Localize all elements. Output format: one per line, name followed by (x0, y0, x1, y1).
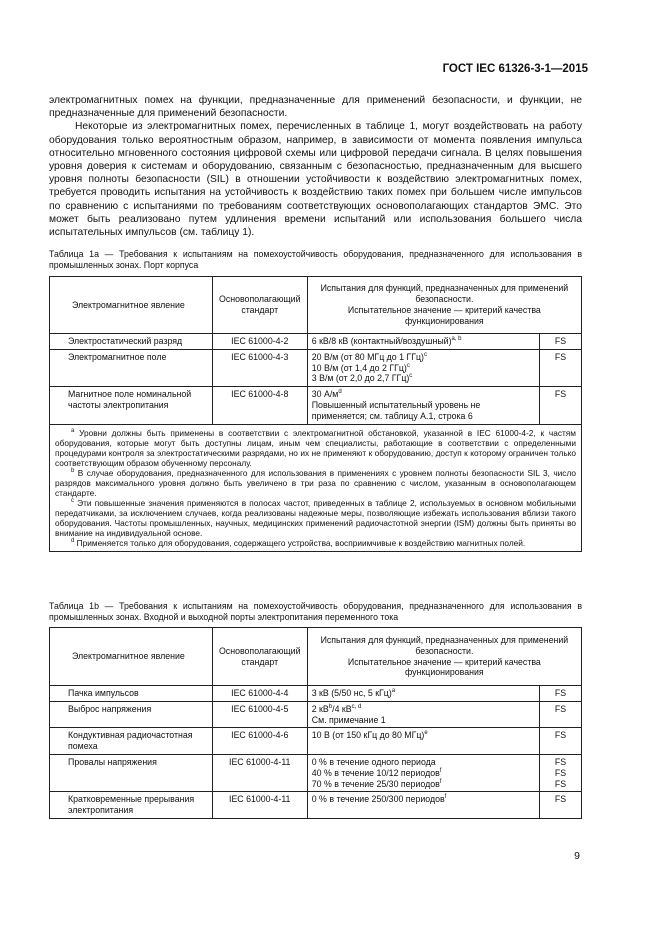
paragraph-1: электромагнитных помех на функции, предназначенные для применений безопасности, и функции, не предназначенные для применений безопасности. (49, 95, 582, 120)
table-1b-header-row (50, 628, 582, 686)
note-mark: b (71, 467, 75, 474)
cell-criterion: FS (540, 349, 582, 386)
value-line (312, 779, 535, 790)
value-text: 10 В (от 150 кГц до 80 МГц) (311, 730, 425, 741)
value-line (312, 373, 535, 384)
footnote-ref: f (444, 794, 447, 801)
page-number: 9 (574, 850, 580, 862)
footnote-ref: c, d (351, 703, 362, 710)
table-notes-row (50, 424, 582, 551)
footnote-ref: c (423, 351, 427, 358)
footnote-ref: d (338, 389, 342, 396)
header-tests-b: Испытательное значение — критерий качества функционирования (347, 305, 541, 326)
table-1a (49, 276, 582, 552)
note-text: Уровни должны быть применены в соответствии с электромагнитной обстановкой, указанной в IEC 61000-4-2, к частям оборудования, которые могут быть доступны лицам, иным чем специалисты, работающие в соответствии с определенными процедурами контроля за электростатическими разрядами, но их не применяют к оборудованию, доступ к которому ограничен только соответствующим образом обученному персоналу. (55, 427, 576, 468)
value-line: См. примечание 1 (311, 714, 386, 725)
value-line: 0 % в течение одного периода (311, 756, 436, 767)
value-line: Повышенный испытательный уровень не применяется; см. таблицу А.1, строка 6 (311, 399, 481, 421)
value-line: 6 кВ/8 кВ (контактный/воздушный) (311, 336, 452, 346)
note-mark: c (71, 497, 74, 504)
criterion-line: FS (554, 756, 567, 767)
cell-criterion: FS (540, 728, 582, 755)
value-text: 3 В/м (от 2,0 до 2,7 ГГц) (311, 373, 410, 384)
cell-phenomenon: Провалы напряжения (50, 754, 213, 791)
header-phenomenon: Электромагнитное явление (50, 628, 213, 686)
header-tests-b: Испытательное значение — критерий качества функционирования (347, 656, 541, 678)
cell-phenomenon: Кондуктивная радиочастотная помеха (50, 728, 213, 755)
cell-phenomenon: Кратковременные прерывания электропитания (50, 792, 213, 819)
criterion-line: FS (554, 767, 567, 778)
value-line (312, 704, 535, 715)
table-row (50, 387, 582, 424)
footnote-ref: f (439, 778, 442, 785)
value-line (312, 352, 535, 363)
cell-standard: IEC 61000-4-11 (212, 754, 307, 791)
cell-standard: IEC 61000-4-5 (212, 701, 307, 728)
value-line (312, 363, 535, 374)
cell-criterion: FS (540, 686, 582, 702)
cell-criterion: FS (540, 792, 582, 819)
cell-criterion: FS (540, 387, 582, 424)
value-text: 20 В/м (от 80 МГц до 1 ГГц) (311, 351, 424, 362)
body-text (49, 94, 582, 239)
cell-standard: IEC 61000-4-4 (212, 686, 307, 702)
footnote-ref: a, b (451, 336, 462, 343)
cell-phenomenon: Магнитное поле номинальной частоты электропитания (50, 387, 213, 424)
table-row (50, 754, 582, 791)
footnote-ref: f (439, 767, 442, 774)
table-row (50, 701, 582, 728)
value-text: 10 В/м (от 1,4 до 2 ГГц) (311, 362, 407, 373)
header-standard: Основополагающий стандарт (212, 628, 307, 686)
cell-phenomenon: Электромагнитное поле (50, 349, 213, 386)
cell-phenomenon: Пачка импульсов (50, 686, 213, 702)
header-tests (307, 277, 581, 334)
note-text: Применяется только для оборудования, содержащего устройства, восприимчивые к воздействию магнитных полей. (76, 537, 526, 548)
cell-value (307, 754, 539, 791)
header-phenomenon: Электромагнитное явление (50, 277, 213, 334)
table-row (50, 349, 582, 386)
cell-standard: IEC 61000-4-3 (212, 349, 307, 386)
value-text: 2 кВ (311, 703, 329, 714)
value-text: 70 % в течение 25/30 периодов (311, 778, 440, 789)
footnote-ref: c (409, 373, 413, 380)
cell-value (307, 792, 539, 819)
header-standard: Основополагающий стандарт (212, 277, 307, 334)
cell-value (307, 334, 539, 350)
note-d (55, 538, 576, 548)
note-mark: a (71, 427, 75, 434)
cell-standard: IEC 61000-4-11 (212, 792, 307, 819)
note-text: В случае оборудования, предназначенного для использования в применениях с уровнем полноты безопасности SIL 3, число разрядов максимального уровня должно быть увеличено в три раза по сравнению с числом, указанным в основополагающем стандарте. (55, 467, 576, 498)
cell-criterion: FS (540, 334, 582, 350)
cell-value (307, 387, 539, 424)
cell-value (307, 349, 539, 386)
header-tests (307, 628, 581, 686)
table-row (50, 334, 582, 350)
note-mark: d (71, 537, 75, 544)
footnote-ref: c (406, 362, 410, 369)
value-text: 3 кВ (5/50 нс, 5 кГц) (311, 688, 392, 698)
footnote-ref: b (328, 703, 333, 710)
cell-phenomenon: Выброс напряжения (50, 701, 213, 728)
cell-value (307, 701, 539, 728)
header-tests-a: Испытания для функций, предназначенных для применений безопасности. (320, 634, 569, 656)
value-line (312, 389, 535, 400)
table-row (50, 728, 582, 755)
table-1a-header-row (50, 277, 582, 334)
table-1b (49, 627, 582, 819)
note-c (55, 498, 576, 538)
value-text: 40 % в течение 10/12 периодов (311, 767, 440, 778)
cell-phenomenon: Электростатический разряд (50, 334, 213, 350)
table-notes (50, 424, 582, 551)
value-text: /4 кВ (332, 703, 352, 714)
cell-standard: IEC 61000-4-2 (212, 334, 307, 350)
header-tests-a: Испытания для функций, предназначенных для применений безопасности. (320, 283, 569, 305)
footnote-ref: a (391, 688, 396, 695)
note-a (55, 428, 576, 468)
cell-standard: IEC 61000-4-8 (212, 387, 307, 424)
paragraph-2: Некоторые из электромагнитных помех, перечисленных в таблице 1, могут воздействовать на работу оборудования только вероятностным образом, например, в зависимости от момента появления импульса относительно мгновенного состояния цифровой схемы или цифровой передачи сигнала. В целях повышения уровня доверия к системам и оборудованию, связанным с безопасностью, предназначенным для высшего уровня полноты безопасности (SIL) в отношении устойчивости к воздействию электромагнитных помех, требуется проводить испытания на устойчивость к воздействию таких помех при большем числе импульсов по сравнению с испытаниями по требованиям соответствующих основополагающих стандартов ЭМС. Это может быть реализовано путем удлинения времени испытаний или использования большего числа испытательных импульсов (см. таблицу 1). (49, 121, 582, 239)
footnote-ref: e (424, 730, 428, 737)
value-text: 0 % в течение 250/300 периодов (311, 794, 445, 805)
cell-criterion: FS (540, 701, 582, 728)
note-text: Эти повышенные значения применяются в полосах частот, приведенных в таблице 2, используемых в основном мобильными передатчиками, за исключением случаев, когда реализованы надежные меры, позволяющие избежать использования вблизи такого оборудования. Частоты промышленных, научных, медицинских применений радиочастотной энергии (ISM) должны быть приняты во внимание на индивидуальной основе. (55, 497, 577, 538)
table-1a-caption: Таблица 1a — Требования к испытаниям на помехоустойчивость оборудования, предназначенного для использования в промышленных зонах. Порт корпуса (49, 249, 582, 270)
cell-criterion (540, 754, 582, 791)
table-1b-caption: Таблица 1b — Требования к испытаниям на помехоустойчивость оборудования, предназначенного для использования в промышленных зонах. Входной и выходной порты электропитания переменного тока (49, 601, 582, 622)
value-text: 30 А/м (311, 389, 339, 400)
value-line (312, 768, 535, 779)
criterion-line: FS (554, 778, 567, 789)
cell-value (307, 686, 539, 702)
note-b (55, 468, 576, 498)
document-code: ГОСТ IEC 61326-3-1—2015 (442, 63, 588, 75)
cell-standard: IEC 61000-4-6 (212, 728, 307, 755)
table-row (50, 686, 582, 702)
cell-value (307, 728, 539, 755)
table-row (50, 792, 582, 819)
